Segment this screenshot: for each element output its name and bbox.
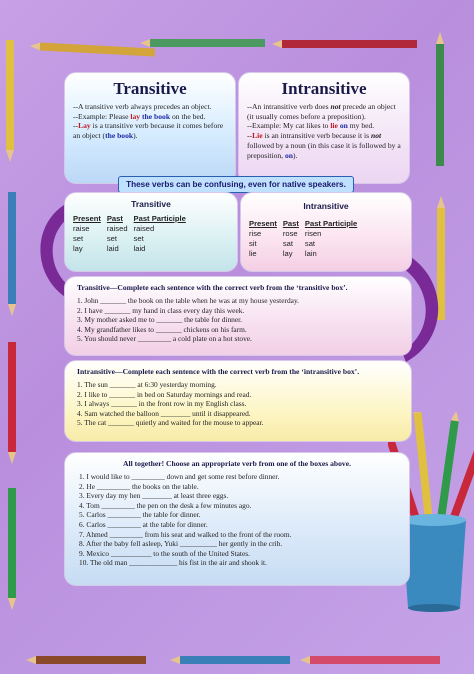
exercise-item: 4. Sam watched the balloon ________ until it disappeared. xyxy=(77,408,251,418)
exercise-item: 5. You should never _________ a cold plate on a hot stove. xyxy=(77,334,252,344)
transitive-definition-card xyxy=(64,72,236,184)
exercise-item: 1. The sun _______ at 6:30 yesterday morning. xyxy=(77,380,217,389)
transitive-table-title: Transitive xyxy=(131,199,171,209)
exercise-item: 4. Tom _________ the pen on the desk a few minutes ago. xyxy=(79,500,252,510)
table-row: set set set xyxy=(73,234,144,243)
table-header-row: Present Past Past Participle xyxy=(73,214,186,223)
exercise-item: 4. My grandfather likes to _______ chickens on his farm. xyxy=(77,324,247,334)
intransitive-definition: --An intransitive verb does not precede an object (it usually comes before a preposition). --Example: My cat likes to lie on my bed. --Lie is an intransitive verb because it is not followed by a noun (in this case it is followed by a preposition, on). xyxy=(247,102,401,160)
transitive-definition: --A transitive verb always precedes an object. --Example: Please lay the book on the bed. --Lay is a transitive verb because it comes before an object (the book). xyxy=(73,102,224,141)
exercise-item: 3. Every day my hen ________ at least three eggs. xyxy=(79,491,229,501)
exercise-item: 9. Mexico ___________ to the south of the United States. xyxy=(79,548,250,558)
intransitive-exercise-card xyxy=(64,360,412,442)
exercise-heading: Transitive—Complete each sentence with the correct verb from the ‘transitive box’. xyxy=(77,283,348,292)
table-row: rise rose risen xyxy=(249,229,322,238)
intransitive-verb-table xyxy=(249,219,363,259)
table-row: lay laid laid xyxy=(73,244,146,253)
intransitive-title: Intransitive xyxy=(281,79,367,98)
exercise-item: 10. The old man _____________ his fist in the air and shook it. xyxy=(79,558,267,568)
exercise-item: 3. My mother asked me to _______ the table for dinner. xyxy=(77,315,243,325)
exercise-item: 5. The cat _______ quietly and waited for the mouse to appear. xyxy=(77,418,264,428)
transitive-verb-table xyxy=(73,214,192,254)
table-row: sit sat sat xyxy=(249,239,316,248)
intransitive-verb-table-card xyxy=(240,192,412,272)
exercise-item: 2. I like to _______ in bed on Saturday mornings and read. xyxy=(77,389,252,399)
exercise-heading: Intransitive—Complete each sentence with the correct verb from the ‘intransitive box’. xyxy=(77,367,360,376)
exercise-item: 7. Ahmed _________ from his seat and walked to the front of the room. xyxy=(79,529,292,539)
table-header-row: Present Past Past Participle xyxy=(249,219,358,228)
transitive-exercise-card xyxy=(64,276,412,356)
exercise-item: 1. John _______ the book on the table when he was at my house yesterday. xyxy=(77,296,300,305)
exercise-heading: All together! Choose an appropriate verb from one of the boxes above. xyxy=(123,459,351,468)
exercise-item: 8. After the baby fell asleep, Yuki __________ her gently in the crib. xyxy=(79,539,283,549)
transitive-verb-table-card xyxy=(64,192,238,272)
exercise-item: 1. I would like to _________ down and get some rest before dinner. xyxy=(79,472,280,481)
warning-banner: These verbs can be confusing, even for native speakers. xyxy=(118,176,354,193)
table-row: raise raised raised xyxy=(73,224,155,233)
exercise-item: 6. Carlos _________ at the table for dinner. xyxy=(79,519,208,529)
table-row: lie lay lain xyxy=(249,249,317,258)
exercise-item: 5. Carlos _________ the table for dinner. xyxy=(79,510,201,520)
exercise-item: 3. I always _______ in the front row in my English class. xyxy=(77,399,247,409)
intransitive-definition-card xyxy=(238,72,410,184)
exercise-item: 2. He _________ the books on the table. xyxy=(79,481,199,491)
combined-exercise-card xyxy=(64,452,410,586)
transitive-title: Transitive xyxy=(113,79,187,98)
exercise-item: 2. I have _______ my hand in class every day this week. xyxy=(77,305,245,315)
intransitive-table-title: Intransitive xyxy=(303,201,349,211)
